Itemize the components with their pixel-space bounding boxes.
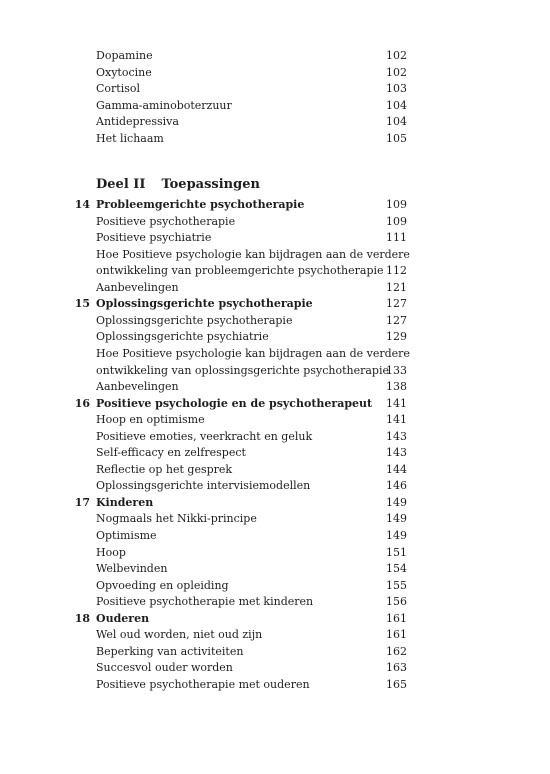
toc-entry-row xyxy=(0,363,550,380)
toc-entry-row xyxy=(0,644,550,661)
entry-title: Dopamine xyxy=(96,49,153,62)
toc-chapter-row xyxy=(0,296,550,313)
page-number: 112 xyxy=(386,264,407,278)
page-number: 105 xyxy=(386,132,407,145)
toc-entry-row xyxy=(0,594,550,611)
part-label: Deel II xyxy=(96,177,146,192)
entry-title: Positieve emoties, veerkracht en geluk xyxy=(96,429,313,443)
page-number: 141 xyxy=(386,396,407,410)
entry-title: Positieve psychiatrie xyxy=(96,231,212,245)
entry-title: Wel oud worden, niet oud zijn xyxy=(96,628,263,642)
toc-entry-row xyxy=(0,346,550,363)
toc-entry-row xyxy=(0,578,550,595)
entry-title: Antidepressiva xyxy=(96,115,179,129)
page-number: 162 xyxy=(386,644,407,658)
toc-entry-row xyxy=(0,230,550,247)
page-number: 127 xyxy=(386,297,407,311)
page-number: 143 xyxy=(386,429,407,443)
toc-entry-row xyxy=(0,462,550,479)
chapter-number: 18 xyxy=(74,611,90,625)
chapter-title: Ouderen xyxy=(96,611,150,625)
toc-entry-row xyxy=(0,379,550,396)
page-number: 154 xyxy=(386,562,407,576)
entry-title: Oplossingsgerichte psychiatrie xyxy=(96,330,269,344)
page-number: 165 xyxy=(386,677,407,691)
page-number: 133 xyxy=(386,363,407,377)
page-number: 146 xyxy=(386,479,407,493)
toc-chapter-row xyxy=(0,396,550,413)
toc-entry-row xyxy=(0,263,550,280)
page-number: 103 xyxy=(386,82,407,96)
toc-entry-row xyxy=(0,48,550,65)
toc-entry-row xyxy=(0,280,550,297)
entry-title: Reflectie op het gesprek xyxy=(96,462,233,476)
toc-entry-row xyxy=(0,114,550,131)
toc-entry-row xyxy=(0,445,550,462)
entry-title: Hoop xyxy=(96,545,126,559)
entry-title: Aanbevelingen xyxy=(96,380,179,394)
page-number: 141 xyxy=(386,413,407,427)
page-number: 163 xyxy=(386,661,407,675)
toc-entry-row xyxy=(0,528,550,545)
page-number: 144 xyxy=(386,462,407,476)
toc-chapter-row xyxy=(0,197,550,214)
chapter-number: 14 xyxy=(74,198,90,211)
page-number: 155 xyxy=(386,578,407,592)
page-number: 156 xyxy=(386,595,407,609)
page-number: 104 xyxy=(386,98,407,112)
chapter-number: 15 xyxy=(74,297,90,311)
entry-title: Nogmaals het Nikki-principe xyxy=(96,512,257,526)
part-title: Toepassingen xyxy=(161,177,260,192)
toc-entry-row xyxy=(0,478,550,495)
toc-entry-row xyxy=(0,313,550,330)
toc-entry-row xyxy=(0,561,550,578)
toc-entry-row xyxy=(0,511,550,528)
page-number: 138 xyxy=(386,380,407,394)
entry-title: Oplossingsgerichte intervisiemodellen xyxy=(96,479,311,493)
chapter-title: Probleemgerichte psychotherapie xyxy=(96,198,305,211)
entry-title: Gamma-aminoboterzuur xyxy=(96,98,232,112)
chapter-number: 16 xyxy=(74,396,90,410)
toc-entry-row xyxy=(0,660,550,677)
page-number: 129 xyxy=(386,330,407,344)
entry-title: Optimisme xyxy=(96,529,157,542)
toc-entry-row xyxy=(0,545,550,562)
toc-entry-row xyxy=(0,677,550,694)
page-number: 161 xyxy=(386,628,407,642)
chapter-title: Kinderen xyxy=(96,495,154,509)
toc-entry-row xyxy=(0,412,550,429)
toc-entry-row xyxy=(0,81,550,98)
entry-title: Oplossingsgerichte psychotherapie xyxy=(96,313,293,327)
page-number: 102 xyxy=(386,49,407,62)
part-heading xyxy=(96,176,260,194)
toc-entry-row xyxy=(0,627,550,644)
chapter-number: 17 xyxy=(74,495,90,509)
page-number: 111 xyxy=(386,231,407,245)
page-number: 143 xyxy=(386,446,407,460)
entry-title: Het lichaam xyxy=(96,132,164,145)
toc-entry-row xyxy=(0,131,550,148)
toc-chapter-row xyxy=(0,611,550,628)
page-number: 149 xyxy=(386,495,407,509)
page-number: 109 xyxy=(386,198,407,211)
entry-title: Hoe Positieve psychologie kan bijdragen aan de verdere xyxy=(96,247,410,261)
toc-chapter-row xyxy=(0,495,550,512)
page-number: 149 xyxy=(386,512,407,526)
entry-title: Beperking van activiteiten xyxy=(96,644,244,658)
toc-entry-row xyxy=(0,429,550,446)
entry-title: Aanbevelingen xyxy=(96,280,179,294)
page-number: 127 xyxy=(386,313,407,327)
toc-entry-row xyxy=(0,65,550,82)
entry-title: Hoop en optimisme xyxy=(96,413,205,427)
page-number: 102 xyxy=(386,65,407,79)
page-number: 149 xyxy=(386,529,407,542)
page-number: 161 xyxy=(386,611,407,625)
chapter-title: Oplossingsgerichte psychotherapie xyxy=(96,297,313,311)
entry-title: Succesvol ouder worden xyxy=(96,661,233,675)
entry-title: ontwikkeling van oplossingsgerichte psychotherapie xyxy=(96,363,389,377)
entry-title: Self-efficacy en zelfrespect xyxy=(96,446,246,460)
page-number: 104 xyxy=(386,115,407,129)
entry-title: Oxytocine xyxy=(96,65,152,79)
toc-entry-row xyxy=(0,247,550,264)
entry-title: Hoe Positieve psychologie kan bijdragen aan de verdere xyxy=(96,346,410,360)
page-number: 109 xyxy=(386,214,407,228)
entry-title: Cortisol xyxy=(96,82,141,96)
toc-entry-row xyxy=(0,98,550,115)
chapter-title: Positieve psychologie en de psychotherapeut xyxy=(96,396,373,410)
entry-title: Opvoeding en opleiding xyxy=(96,578,229,592)
page-number: 121 xyxy=(386,280,407,294)
toc-entry-row xyxy=(0,214,550,231)
page-number: 151 xyxy=(386,545,407,559)
entry-title: Positieve psychotherapie met kinderen xyxy=(96,595,314,609)
entry-title: Positieve psychotherapie xyxy=(96,214,236,228)
entry-title: ontwikkeling van probleemgerichte psychotherapie xyxy=(96,264,384,278)
entry-title: Positieve psychotherapie met ouderen xyxy=(96,677,310,691)
toc-entry-row xyxy=(0,329,550,346)
entry-title: Welbevinden xyxy=(96,562,168,576)
